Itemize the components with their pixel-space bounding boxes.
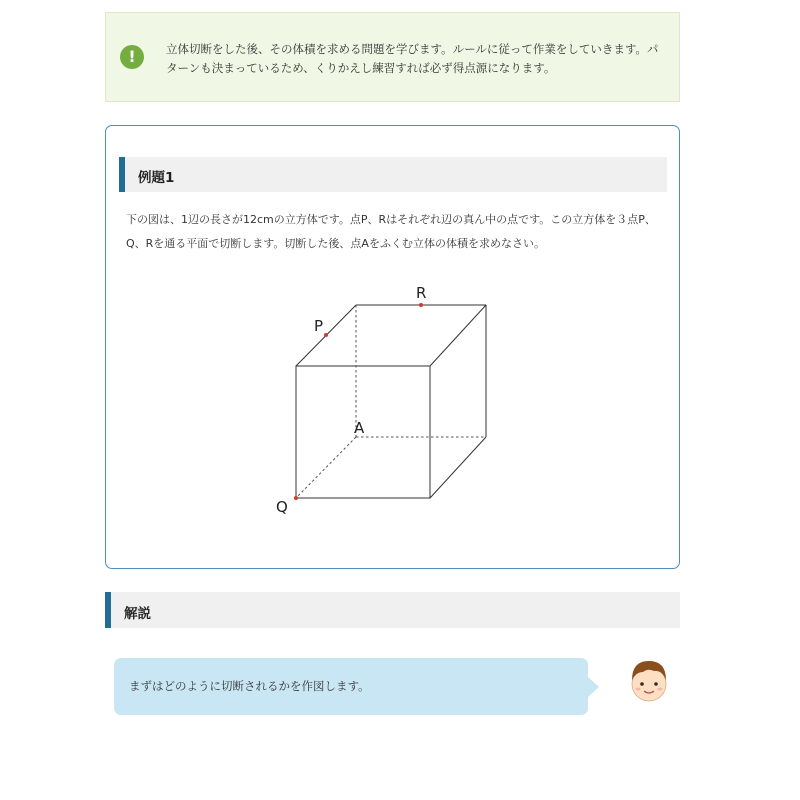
speech-bubble — [114, 658, 588, 715]
point-r — [419, 303, 423, 307]
notice-box — [105, 12, 680, 102]
hidden-edge — [296, 437, 356, 498]
solution-heading — [105, 592, 680, 628]
example-heading-label: 例題1 — [138, 170, 175, 186]
example-heading — [119, 157, 667, 192]
label-p: P — [314, 317, 324, 335]
cube-edge — [430, 437, 486, 498]
cube-figure — [246, 286, 516, 516]
point-q — [294, 496, 298, 500]
boy-avatar-icon — [626, 656, 672, 706]
exclamation-icon: ! — [120, 45, 144, 69]
label-q: Q — [276, 498, 288, 516]
cube-edge — [430, 305, 486, 366]
example-problem-card — [105, 125, 680, 569]
label-a: A — [354, 419, 365, 437]
bubble-text: まずはどのように切断されるかを作図します。 — [129, 679, 370, 693]
solution-heading-label: 解説 — [124, 606, 151, 622]
notice-text: 立体切断をした後、その体積を求める問題を学びます。ルールに従って作業をしていきます。パターンも決まっているため、くりかえし練習すれば必ず得点源になります。 — [166, 42, 659, 75]
point-p — [324, 333, 328, 337]
problem-statement: 下の図は、1辺の長さが12cmの立方体です。点P、Rはそれぞれ辺の真ん中の点です。この立方体を３点P、Q、Rを通る平面で切断します。切断した後、点Aをふくむ立体の体積を求めなさい。 — [126, 213, 656, 250]
label-r: R — [416, 286, 427, 302]
